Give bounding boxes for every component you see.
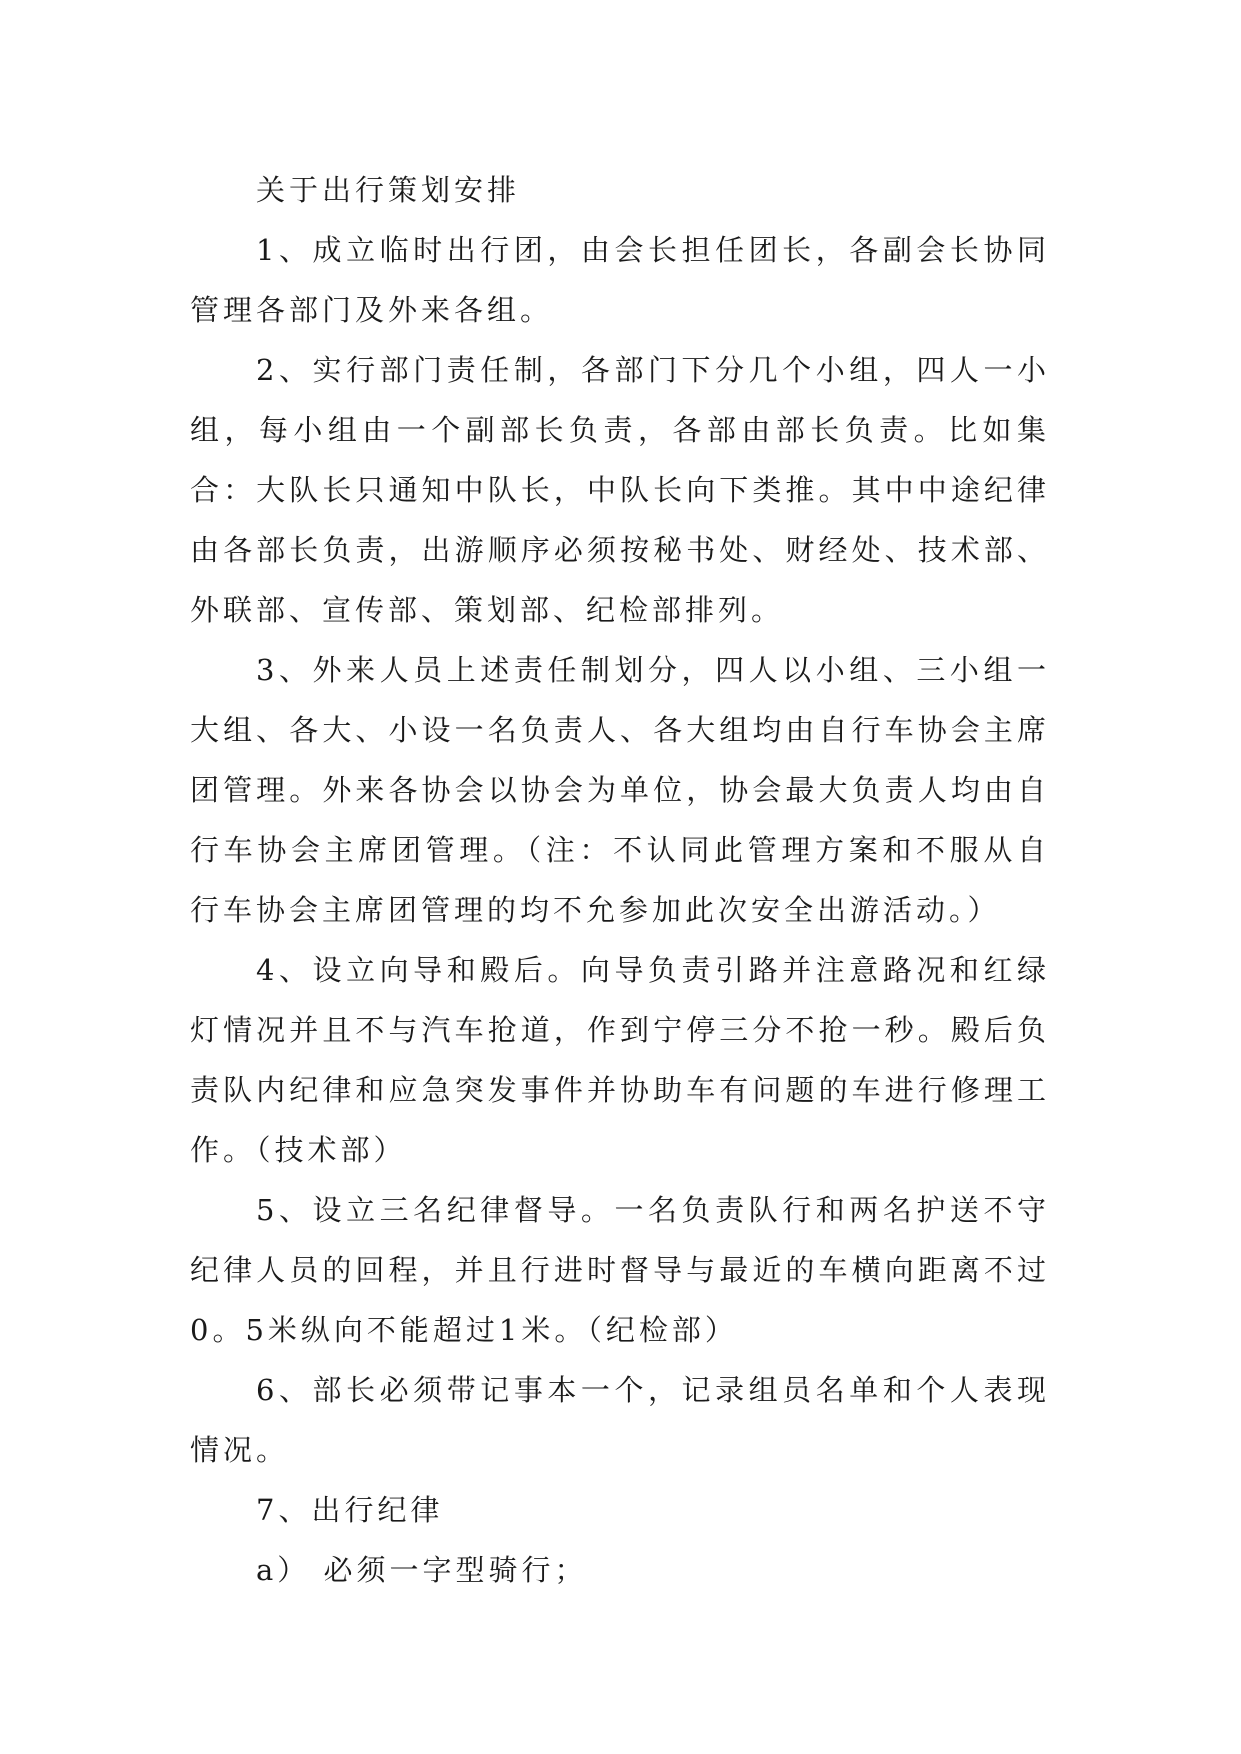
paragraph-6: 6、部长必须带记事本一个，记录组员名单和个人表现情况。 [190, 1373, 1050, 1467]
paragraph-3: 3、外来人员上述责任制划分，四人以小组、三小组一大组、各大、小设一名负责人、各大组均由自行车协会主席团管理。外来各协会以协会为单位，协会最大负责人均由自行车协会主席团管理。（注：不认同此管理方案和不服从自行车协会主席团管理的均不允参加此次安全出游活动。） [190, 653, 1050, 927]
paragraph-4: 4、设立向导和殿后。向导负责引路并注意路况和红绿灯情况并且不与汽车抢道，作到宁停三分不抢一秒。殿后负责队内纪律和应急突发事件并协助车有问题的车进行修理工作。（技术部） [190, 953, 1050, 1167]
paragraph-5: 5、设立三名纪律督导。一名负责队行和两名护送不守纪律人员的回程，并且行进时督导与最近的车横向距离不过0。5米纵向不能超过1米。（纪检部） [190, 1193, 1050, 1347]
paragraph-7: 7、出行纪律 [256, 1493, 444, 1527]
document-title: 关于出行策划安排 [256, 173, 521, 207]
paragraph-1: 1、成立临时出行团，由会长担任团长，各副会长协同管理各部门及外来各组。 [190, 233, 1050, 327]
paragraph-2: 2、实行部门责任制，各部门下分几个小组，四人一小组，每小组由一个副部长负责，各部由部长负责。比如集合：大队长只通知中队长，中队长向下类推。其中中途纪律由各部长负责，出游顺序必须按秘书处、财经处、技术部、外联部、宣传部、策划部、纪检部排列。 [190, 353, 1050, 627]
document-body [190, 160, 1050, 1600]
paragraph-7a: a） 必须一字型骑行； [256, 1553, 588, 1587]
